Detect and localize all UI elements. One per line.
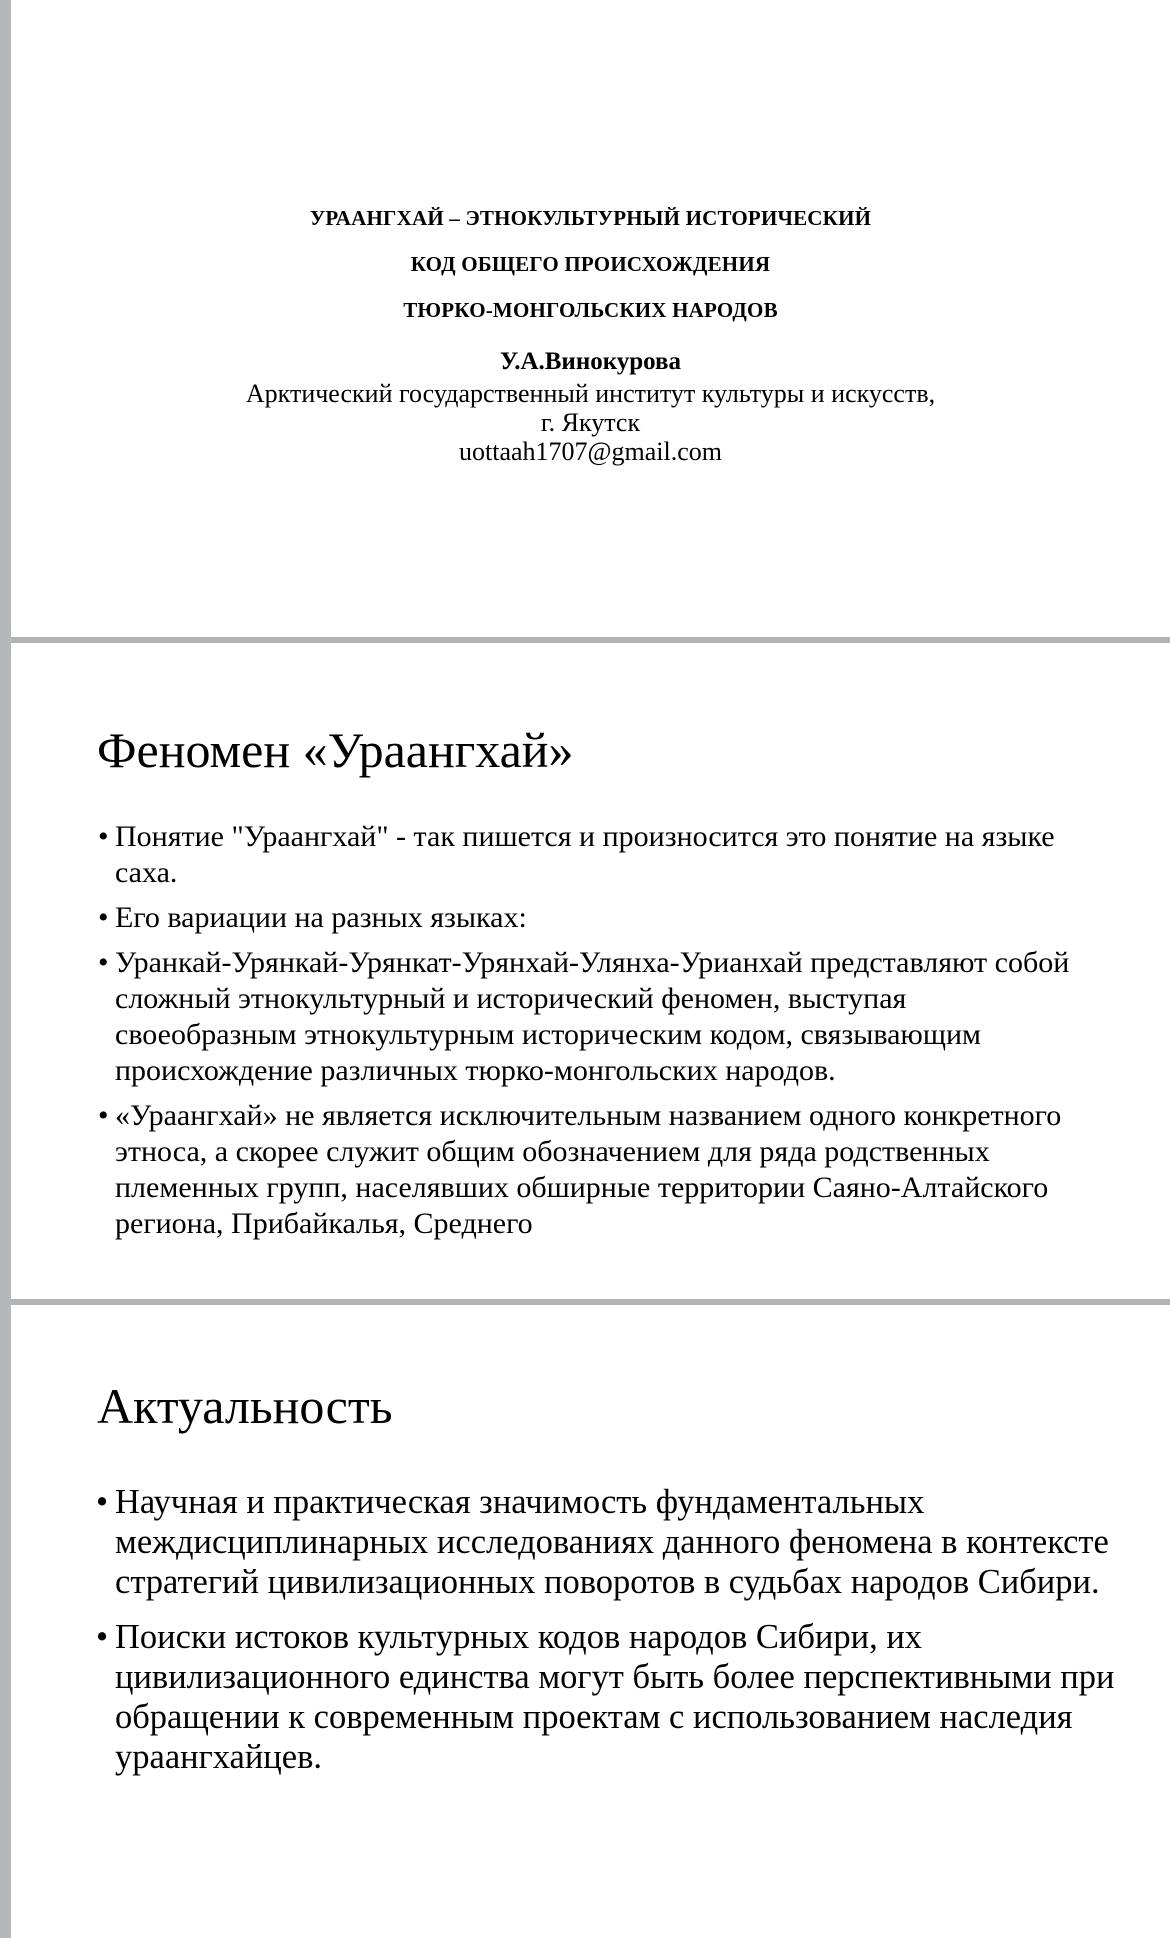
slide-relevance xyxy=(11,1305,1170,1938)
author-city: г. Якутск xyxy=(540,408,641,437)
title-line-1: УРААНГХАЙ – ЭТНОКУЛЬТУРНЫЙ ИСТОРИЧЕСКИЙ xyxy=(309,206,872,230)
author-email: uottaah1707@gmail.com xyxy=(459,437,722,466)
bullet-list xyxy=(115,1482,1115,1792)
bullet-list xyxy=(115,819,1095,1251)
bullet-item: • Его вариации на разных языках: xyxy=(115,900,1095,936)
author-affiliation: Арктический государственный институт культуры и искусств, xyxy=(245,379,936,408)
slide-phenomenon xyxy=(11,643,1170,1299)
slide-title xyxy=(11,0,1170,637)
slide-heading: Актуальность xyxy=(97,1378,393,1434)
bullet-item: • Научная и практическая значимость фундаментальных междисциплинарных исследованиях данного феномена в контексте стратегий цивилизационных поворотов в судьбах народов Сибири. xyxy=(115,1482,1115,1602)
bullet-item: • Уранкай-Урянкай-Урянкат-Урянхай-Улянха-Урианхай представляют собой сложный этнокультурный и исторический феномен, выступая своеобразным этнокультурным историческим кодом, связывающим происхождение различных тюрко-монгольских народов. xyxy=(115,945,1095,1089)
page-left-edge xyxy=(0,0,11,1938)
bullet-item: • «Ураангхай» не является исключительным названием одного конкретного этноса, а скорее служит общим обозначением для ряда родственных племенных групп, населявших обширные территории Саяно-Алтайского региона, Прибайкалья, Среднего xyxy=(115,1098,1095,1242)
bullet-item: • Поиски истоков культурных кодов народов Сибири, их цивилизационного единства могут быть более перспективными при обращении к современным проектам с использованием наследия ураангхайцев. xyxy=(115,1617,1115,1777)
title-line-2: КОД ОБЩЕГО ПРОИСХОЖДЕНИЯ xyxy=(410,252,771,276)
author-name: У.А.Винокурова xyxy=(499,348,682,375)
bullet-item: • Понятие "Ураангхай" - так пишется и произносится это понятие на языке саха. xyxy=(115,819,1095,891)
title-line-3: ТЮРКО-МОНГОЛЬСКИХ НАРОДОВ xyxy=(403,298,778,322)
slide-heading: Феномен «Ураангхай» xyxy=(97,722,574,778)
